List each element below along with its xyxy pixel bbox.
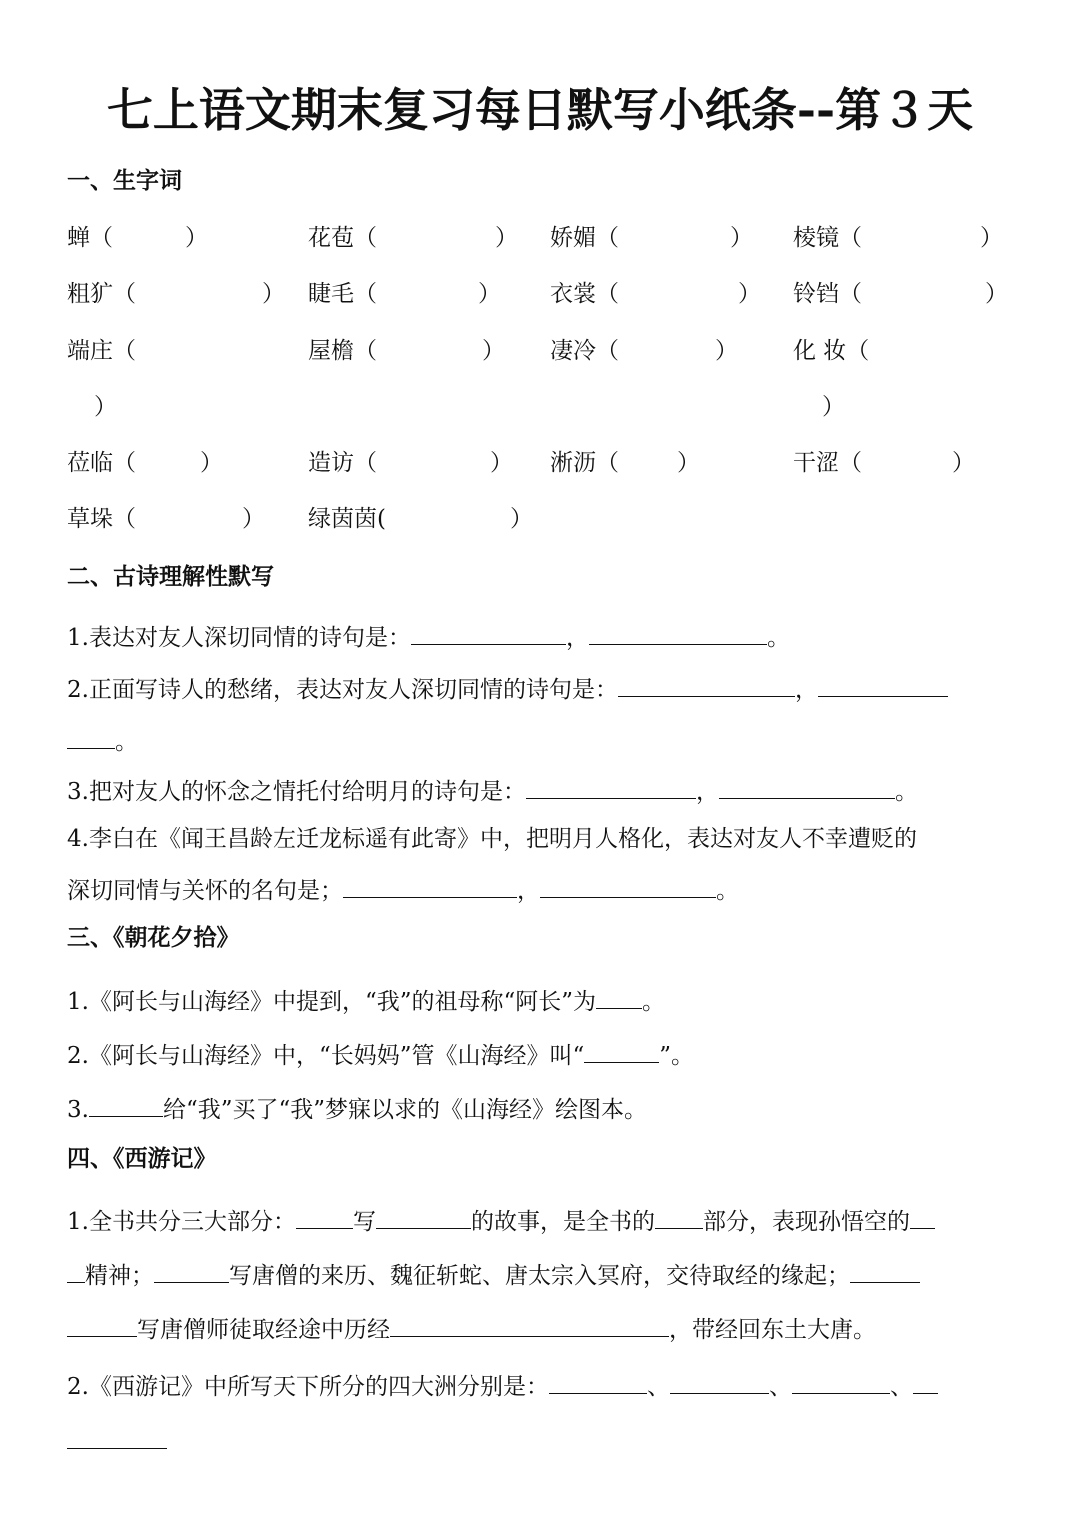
question-text: 。 [894,779,918,805]
question-text: 。 [766,625,790,651]
question-text: 部分，表现孙悟空的 [702,1209,910,1235]
question-text: 。 [641,989,665,1015]
vocab-close-paren: ） [482,338,505,364]
answer-blank[interactable] [67,1426,167,1449]
answer-blank[interactable] [670,1371,769,1394]
question-text: ， [565,625,589,651]
question-cont [67,875,739,906]
answer-blank[interactable] [719,776,895,799]
question-cont [67,1260,920,1291]
vocab-close-paren: ） [677,450,700,476]
vocab-word: 造访（ [308,450,377,476]
vocab-word: 花苞（ [308,225,377,251]
answer-blank[interactable] [526,776,696,799]
vocab-close-paren: ） [242,506,265,532]
question-cont [67,726,138,757]
vocab-word: 棱镜（ [793,225,862,251]
vocab-word: 莅临（ [67,450,136,476]
question-text: 2.《阿长与山海经》中，“长妈妈”管《山海经》叫“ [67,1043,585,1069]
question-text: 给“我”买了“我”梦寐以求的《山海经》绘图本。 [162,1097,647,1123]
section-heading-poetry: 二、古诗理解性默写 [67,563,274,590]
vocab-word: 衣裳（ [550,281,619,307]
answer-blank[interactable] [67,1260,85,1283]
vocab-word: 铃铛（ [793,281,862,307]
answer-blank[interactable] [67,726,115,749]
vocab-close-paren: ） [510,506,533,532]
vocab-word: 娇媚（ [550,225,619,251]
vocab-word: 凄冷（ [550,338,619,364]
question-text: 精神； [85,1263,154,1289]
section-heading-vocab: 一、生字词 [67,167,182,194]
vocab-word: 淅沥（ [550,450,619,476]
question [67,1371,938,1402]
answer-blank[interactable] [596,986,642,1009]
question-text: 。 [115,729,138,755]
question-text: 1.《阿长与山海经》中提到，“我”的祖母称“阿长”为 [67,989,596,1015]
answer-blank[interactable] [89,1094,163,1117]
question-text: 3.把对友人的怀念之情托付给明月的诗句是： [67,779,526,805]
page-title: 七上语文期末复习每日默写小纸条--第３天 [106,83,974,137]
question-text: 1.全书共分三大部分： [67,1209,296,1235]
question-text: ， [794,677,818,703]
question-text: 4.李白在《闻王昌龄左迁龙标遥有此寄》中，把明月人格化，表达对友人不幸遭贬的 [67,826,917,852]
question-text: ， [517,878,540,904]
question-text: 3. [67,1097,89,1123]
vocab-word: 屋檐（ [308,338,377,364]
vocab-close-paren: ） [985,281,1008,307]
answer-blank[interactable] [850,1260,920,1283]
answer-blank[interactable] [818,674,948,697]
vocab-word: 绿茵茵( [308,506,386,532]
question [67,674,948,705]
vocab-word: 粗犷（ [67,281,136,307]
question-cont [67,1314,876,1345]
vocab-close-paren: ） [980,225,1003,251]
answer-blank[interactable] [390,1314,669,1337]
question [67,1094,647,1125]
answer-blank[interactable] [655,1206,703,1229]
section-heading-xiyouji: 四、《西游记》 [67,1145,217,1172]
question [67,1040,694,1071]
question-text: 、 [768,1374,792,1400]
question [67,986,665,1017]
vocab-close-paren: ） [490,450,513,476]
question [67,1206,935,1237]
vocab-word: 蝉（ [67,225,113,251]
answer-blank[interactable] [913,1371,938,1394]
vocab-close-paren: ） [94,394,117,420]
question-text: 1.表达对友人深切同情的诗句是： [67,625,411,651]
question [67,824,917,854]
question-text: 写唐僧的来历、魏征斩蛇、唐太宗入冥府，交待取经的缘起； [229,1263,850,1289]
question-text: ”。 [659,1043,694,1069]
question-text: ， [695,779,719,805]
question-text: 的故事，是全书的 [470,1209,655,1235]
question [67,776,918,807]
vocab-word: 干涩（ [793,450,862,476]
section-heading-zhaohua: 三、《朝花夕拾》 [67,924,240,951]
vocab-close-paren: ） [738,281,761,307]
question-text: 2.《西游记》中所写天下所分的四大洲分别是： [67,1374,549,1400]
answer-blank[interactable] [67,1314,137,1337]
vocab-close-paren: ） [730,225,753,251]
question-text: 深切同情与关怀的名句是； [67,878,343,904]
question-text: 。 [716,878,739,904]
answer-blank[interactable] [540,875,716,898]
answer-blank[interactable] [376,1206,471,1229]
answer-blank[interactable] [411,622,566,645]
vocab-close-paren: ） [478,281,501,307]
answer-blank[interactable] [584,1040,659,1063]
vocab-close-paren: ） [822,394,845,420]
question-text: 写 [352,1209,376,1235]
vocab-word: 化 妆（ [793,338,870,364]
vocab-close-paren: ） [200,450,223,476]
vocab-word: 睫毛（ [308,281,377,307]
question-text: 、 [889,1374,913,1400]
question-cont [67,1426,167,1457]
vocab-close-paren: ） [715,338,738,364]
vocab-close-paren: ） [185,225,208,251]
vocab-close-paren: ） [952,450,975,476]
question-text: 、 [646,1374,670,1400]
answer-blank[interactable] [154,1260,229,1283]
answer-blank[interactable] [910,1206,935,1229]
answer-blank[interactable] [343,875,517,898]
answer-blank[interactable] [792,1371,890,1394]
answer-blank[interactable] [589,622,767,645]
question-text: 写唐僧师徒取经途中历经 [137,1317,390,1343]
question-text: ，带经回东土大唐。 [669,1317,876,1343]
vocab-word: 端庄（ [67,338,136,364]
answer-blank[interactable] [296,1206,353,1229]
answer-blank[interactable] [549,1371,647,1394]
answer-blank[interactable] [618,674,795,697]
question [67,622,790,653]
vocab-close-paren: ） [262,281,285,307]
question-text: 2.正面写诗人的愁绪，表达对友人深切同情的诗句是： [67,677,618,703]
vocab-close-paren: ） [495,225,518,251]
vocab-word: 草垛（ [67,506,136,532]
